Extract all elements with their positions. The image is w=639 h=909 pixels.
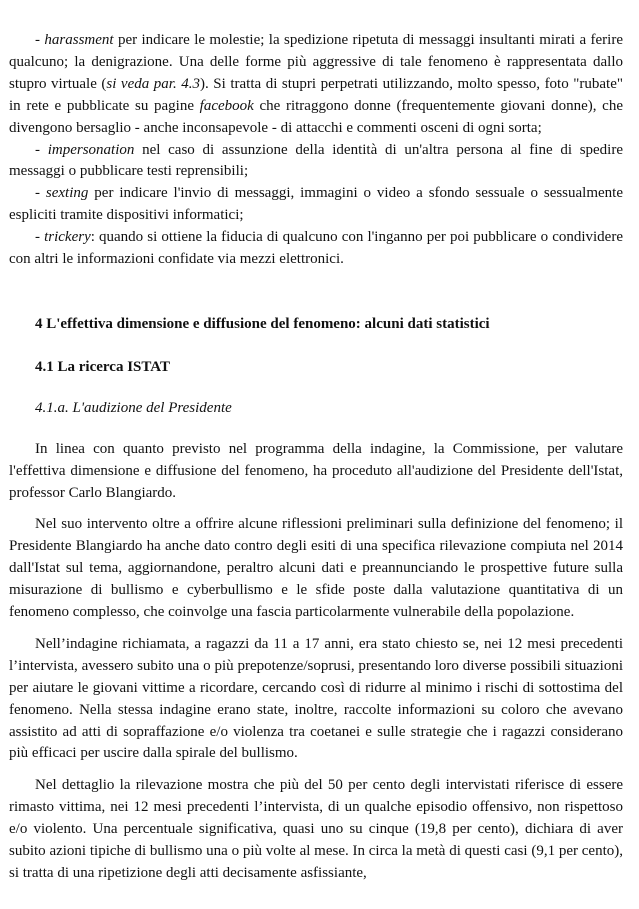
term-facebook: facebook <box>199 97 254 114</box>
bullet-sexting: - sexting per indicare l'invio di messaggi, immagini o video a sfondo sessuale o sessualmente espliciti tramite dispositivi informatici; <box>9 185 623 224</box>
body-paragraph: In linea con quanto previsto nel programma della indagine, la Commissione, per valutare l'effettiva dimensione e diffusione del fenomeno, ha proceduto all'audizione del Presidente dell'Istat, professor Carlo Blangiardo. <box>9 440 623 501</box>
bullet-trickery: - trickery: quando si ottiene la fiducia di qualcuno con l'inganno per poi pubblicare o condividere con altri le informazioni confidate via mezzi elettronici. <box>9 229 623 268</box>
subsection-heading: 4.1.a. L'audizione del Presidente <box>35 399 232 416</box>
body-paragraph: Nell’indagine richiamata, a ragazzi da 11 a 17 anni, era stato chiesto se, nei 12 mesi precedenti l’intervista, avessero subito una o più prepotenze/soprusi, presentando loro diverse possibili situazioni per aiutare le giovani vittime a ricordare, cercando così di ridurre al minimo i rischi di sottostima del fenomeno. Nella stessa indagine erano state, inoltre, raccolte informazioni su coloro che avevano assistito ad atti di sopraffazione e/o violenza tra coetanei e sulle strategie che i ragazzi considerano più efficaci per uscire dalla spirale del bullismo. <box>9 635 623 762</box>
bullet-impersonation: - impersonation nel caso di assunzione della identità di un'altra persona al fine di spedire messaggi o pubblicare testi reprensibili; <box>9 141 624 180</box>
chapter-heading: 4 L'effettiva dimensione e diffusione del fenomeno: alcuni dati statistici <box>35 315 490 332</box>
section-reference: si veda par. 4.3 <box>106 75 201 92</box>
term-trickery: trickery <box>44 229 91 246</box>
bullet-harassment: - harassment per indicare le molestie; la spedizione ripetuta di messaggi insultanti mirati a ferire qualcuno; la denigrazione. Una delle forme più aggressive di tale fenomeno è rappresentata dallo stupro virtuale (si veda par. 4.3). Si tratta di stupri perpetrati utilizzando, molto spesso, foto "rubate" in rete e pubblicate su pagine facebook che ritraggono donne (frequentemente giovani donne), che divengono bersaglio - anche inconsapevole - di attacchi e commenti osceni di ogni sorta; <box>9 32 623 136</box>
body-paragraph: Nel dettaglio la rilevazione mostra che più del 50 per cento degli intervistati riferisce di essere rimasto vittima, nei 12 mesi precedenti l’intervista, di un qualche episodio offensivo, non rispettoso e/o violento. Una percentuale significativa, quasi uno su cinque (19,8 per cento), dichiara di aver subito azioni tipiche di bullismo una o più volte al mese. In circa la metà di questi casi (9,1 per cento), si tratta di una ripetizione degli atti decisamente asfissiante, <box>9 777 623 881</box>
term-impersonation: impersonation <box>47 141 135 158</box>
section-heading: 4.1 La ricerca ISTAT <box>35 358 170 375</box>
body-paragraph: Nel suo intervento oltre a offrire alcune riflessioni preliminari sulla definizione del fenomeno; il Presidente Blangiardo ha anche dato contro degli esiti di una specifica rilevazione compiuta nel 2014 dall'Istat sul tema, aggiornandone, peraltro alcuni dati e preannunciando le prospettive future sulla misurazione di bullismo e cyberbullismo e le sfide poste dalla valutazione quantitativa di un fenomeno complesso, che coinvolge una fascia particolarmente vulnerabile della popolazione. <box>9 516 623 621</box>
term-harassment: harassment <box>44 32 114 48</box>
term-sexting: sexting <box>45 185 89 202</box>
